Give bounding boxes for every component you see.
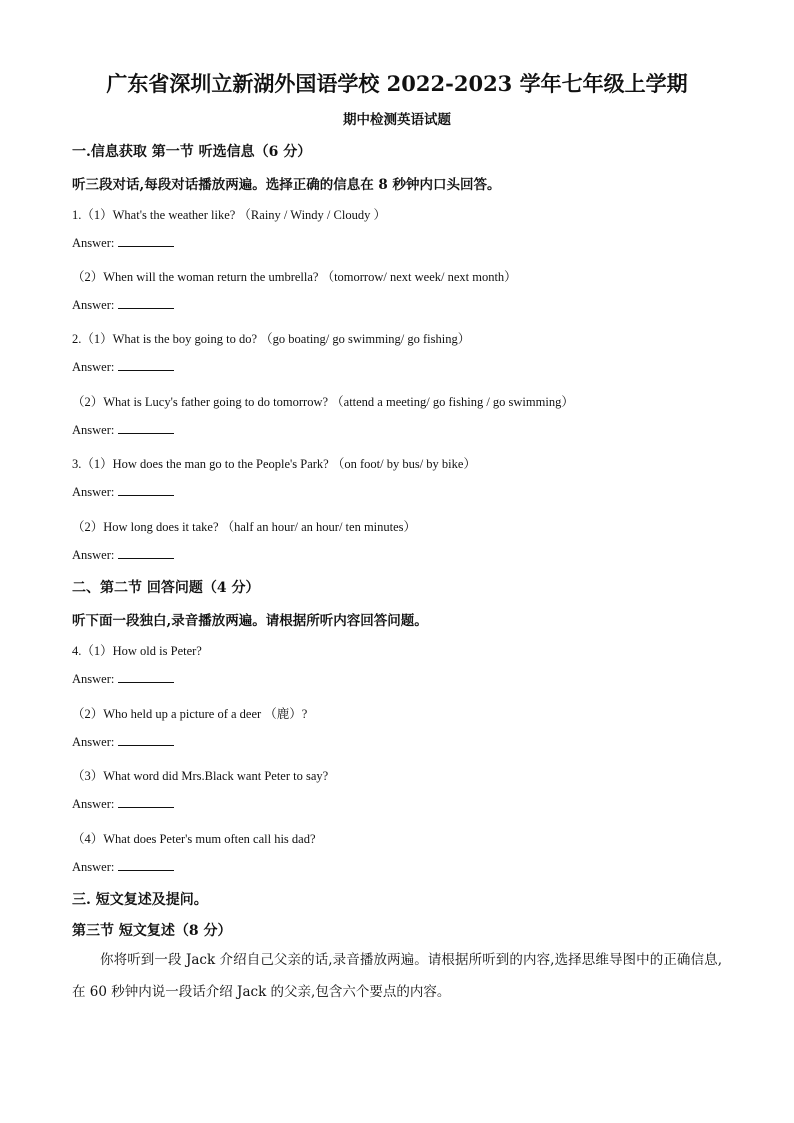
section3-heading: 三. 短文复述及提问。 <box>72 892 208 908</box>
answer-blank[interactable] <box>118 672 174 683</box>
answer-blank[interactable] <box>118 548 174 559</box>
answer-label: Answer: <box>72 298 115 312</box>
question-2-2: （2）What is Lucy's father going to do tomorrow? （attend a meeting/ go fishing / go swimming） <box>72 395 574 409</box>
section2-heading: 二、第二节 回答问题（4 分） <box>72 580 260 596</box>
answer-label: Answer: <box>72 735 115 749</box>
question-4-2: （2）Who held up a picture of a deer （鹿）? <box>72 707 308 721</box>
question-4-1: 4.（1）How old is Peter? <box>72 644 202 658</box>
answer-label: Answer: <box>72 236 115 250</box>
answer-4-4[interactable] <box>72 860 174 875</box>
answer-3-1[interactable] <box>72 485 174 500</box>
answer-label: Answer: <box>72 672 115 686</box>
answer-blank[interactable] <box>118 360 174 371</box>
answer-4-2[interactable] <box>72 735 174 750</box>
page-subtitle: 期中检测英语试题 <box>343 112 451 128</box>
question-2-1: 2.（1）What is the boy going to do? （go boating/ go swimming/ go fishing） <box>72 332 471 346</box>
answer-blank[interactable] <box>118 860 174 871</box>
answer-label: Answer: <box>72 548 115 562</box>
answer-2-2[interactable] <box>72 423 174 438</box>
section3-subheading: 第三节 短文复述（8 分） <box>72 923 232 939</box>
answer-1-1[interactable] <box>72 236 174 251</box>
answer-label: Answer: <box>72 360 115 374</box>
section2-instruction: 听下面一段独白,录音播放两遍。请根据所听内容回答问题。 <box>72 613 428 629</box>
answer-blank[interactable] <box>118 735 174 746</box>
answer-blank[interactable] <box>118 298 174 309</box>
page-title: 广东省深圳立新湖外国语学校 2022-2023 学年七年级上学期 <box>106 71 688 96</box>
section3-paragraph: 你将听到一段 Jack 介绍自己父亲的话,录音播放两遍。请根据所听到的内容,选择思维导图中的正确信息,在 60 秒钟内说一段话介绍 Jack 的父亲,包含六个要点的内容。 <box>72 952 722 1000</box>
answer-1-2[interactable] <box>72 298 174 313</box>
answer-blank[interactable] <box>118 485 174 496</box>
question-4-4: （4）What does Peter's mum often call his dad? <box>72 832 316 846</box>
answer-label: Answer: <box>72 485 115 499</box>
question-3-1: 3.（1）How does the man go to the People's Park? （on foot/ by bus/ by bike） <box>72 457 476 471</box>
question-1-2: （2）When will the woman return the umbrella? （tomorrow/ next week/ next month） <box>72 270 517 284</box>
answer-label: Answer: <box>72 860 115 874</box>
answer-2-1[interactable] <box>72 360 174 375</box>
question-3-2: （2）How long does it take? （half an hour/ an hour/ ten minutes） <box>72 520 417 534</box>
answer-3-2[interactable] <box>72 548 174 563</box>
answer-blank[interactable] <box>118 797 174 808</box>
question-1-1: 1.（1）What's the weather like? （Rainy / Windy / Cloudy ） <box>72 208 386 222</box>
section1-instruction: 听三段对话,每段对话播放两遍。选择正确的信息在 8 秒钟内口头回答。 <box>72 177 501 193</box>
answer-blank[interactable] <box>118 423 174 434</box>
answer-4-3[interactable] <box>72 797 174 812</box>
answer-label: Answer: <box>72 797 115 811</box>
answer-4-1[interactable] <box>72 672 174 687</box>
answer-label: Answer: <box>72 423 115 437</box>
question-4-3: （3）What word did Mrs.Black want Peter to say? <box>72 769 329 783</box>
answer-blank[interactable] <box>118 236 174 247</box>
section1-heading: 一.信息获取 第一节 听选信息（6 分） <box>72 144 312 160</box>
